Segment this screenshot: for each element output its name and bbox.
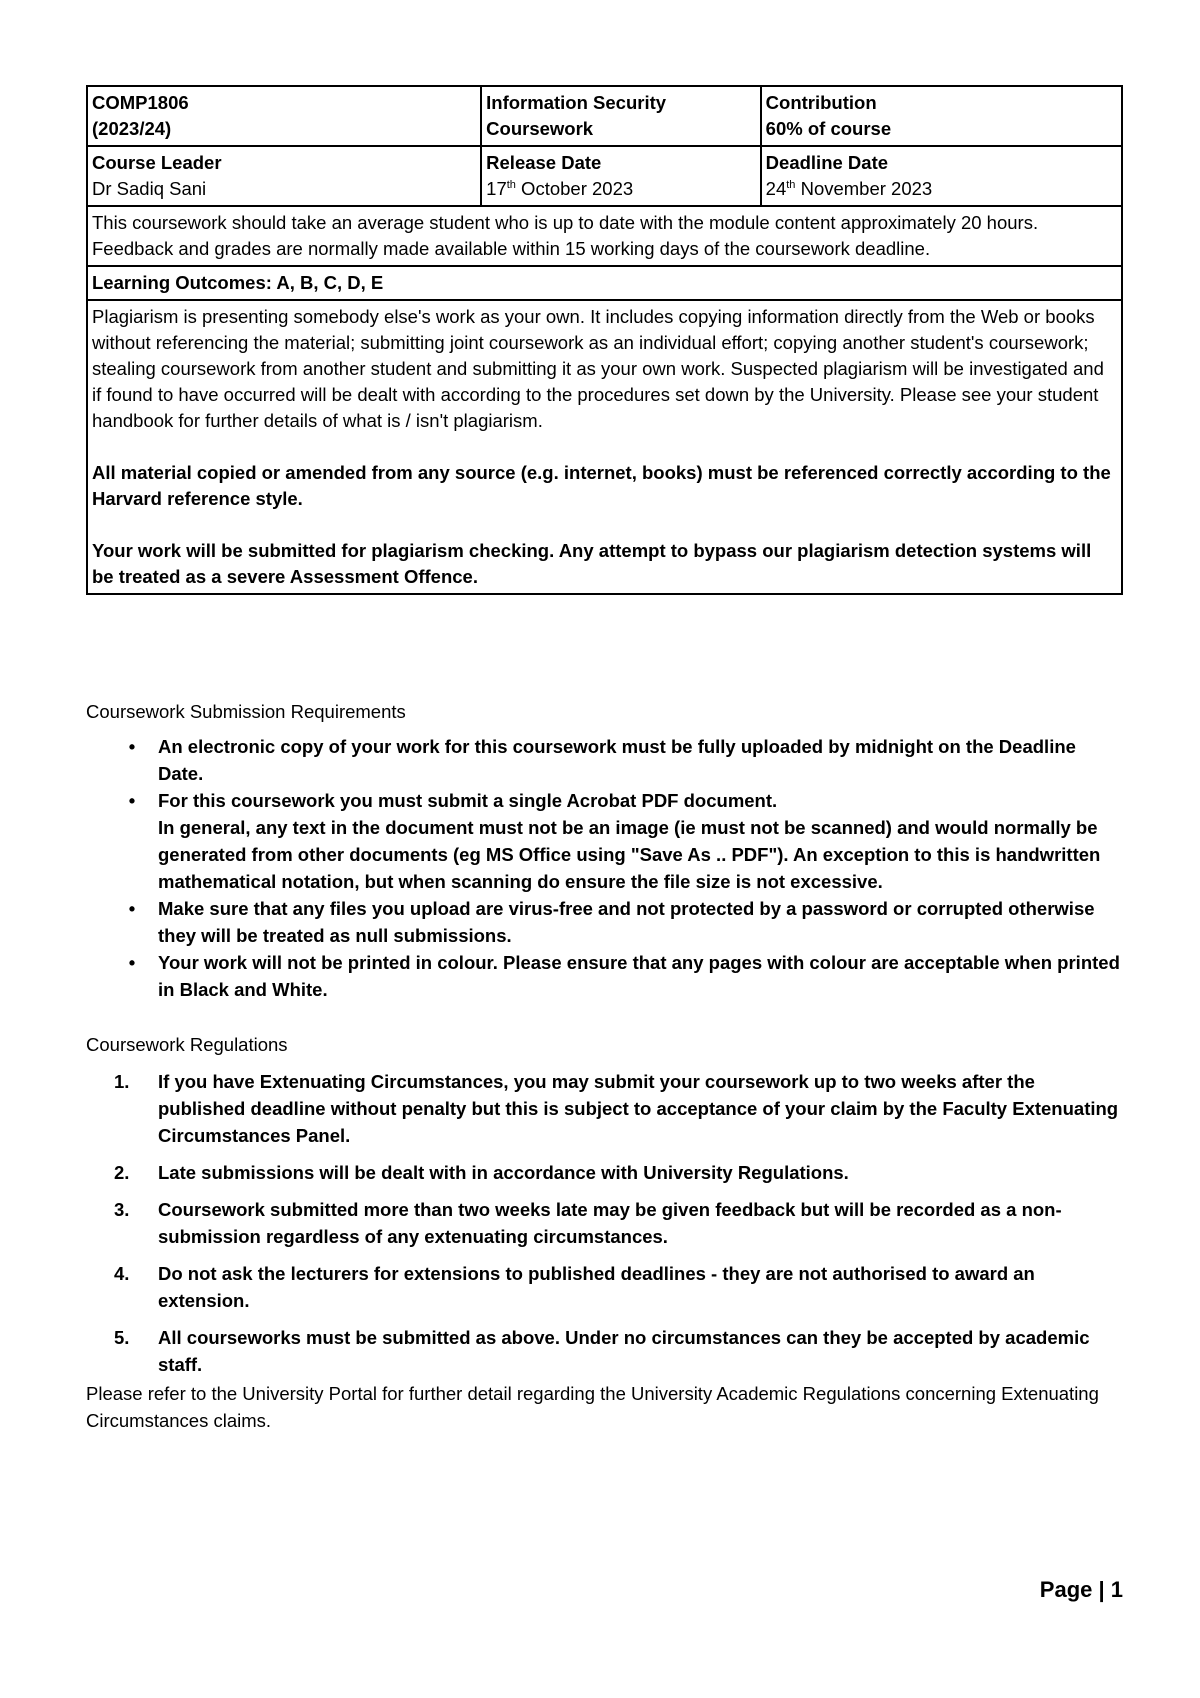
list-item: • Make sure that any files you upload are virus-free and not protected by a password or corrupted otherwise they will be treated as null submissions. bbox=[86, 895, 1126, 949]
coursework-regulations-title: Coursework Regulations bbox=[86, 1034, 288, 1055]
table-row bbox=[87, 300, 1122, 594]
submission-requirements-section bbox=[86, 699, 1126, 1003]
bullet: • bbox=[128, 736, 136, 757]
deadline-date-label: Deadline Date bbox=[765, 152, 889, 173]
contribution-cell bbox=[761, 86, 1122, 146]
module-code: COMP1806 bbox=[92, 92, 189, 113]
contribution-label: Contribution bbox=[765, 92, 877, 113]
release-date-value: 17th October 2023 bbox=[486, 178, 634, 199]
course-leader-cell bbox=[87, 146, 481, 206]
module-cell bbox=[87, 86, 481, 146]
course-leader-label: Course Leader bbox=[92, 152, 222, 173]
plagiarism-paragraph: Plagiarism is presenting somebody else's work as your own. It includes copying information directly from the Web or books without referencing the material; submitting joint coursework as an individual effort; copying another student's coursework; stealing coursework from another student and submitting it as your own work. Suspected plagiarism will be investigated and if found to have occurred will be dealt with according to the procedures set down by the University. Please see your student handbook for further details of what is / isn't plagiarism. bbox=[92, 306, 1104, 431]
pdf-guidance: In general, any text in the document must not be an image (ie must not be scanned) and would normally be generated from other documents (eg MS Office using "Save As .. PDF"). An exception to this is handwritten mathematical notation, but when scanning do ensure the file size is not excessive. bbox=[158, 817, 1101, 892]
bullet: • bbox=[128, 952, 136, 973]
plagiarism-cell bbox=[87, 300, 1122, 594]
plagiarism-check-paragraph: Your work will be submitted for plagiarism checking. Any attempt to bypass our plagiarism detection systems will be treated as a severe Assessment Offence. bbox=[92, 540, 1092, 587]
list-item: 3. Coursework submitted more than two weeks late may be given feedback but will be recorded as a non-submission regardless of any extenuating circumstances. bbox=[114, 1199, 1062, 1247]
referencing-paragraph: All material copied or amended from any source (e.g. internet, books) must be referenced correctly according to the Harvard reference style. bbox=[92, 462, 1111, 509]
coursework-regulations-list bbox=[86, 1068, 1126, 1378]
list-item: • For this coursework you must submit a single Acrobat PDF document. In general, any text in the document must not be an image (ie must not be scanned) and would normally be generated from other documents (eg MS Office using "Save As .. PDF"). An exception to this is handwritten mathematical notation, but when scanning do ensure the file size is not excessive. bbox=[86, 787, 1126, 895]
module-year: (2023/24) bbox=[92, 118, 172, 139]
bullet: • bbox=[128, 898, 136, 919]
deadline-date-value: 24th November 2023 bbox=[765, 178, 933, 199]
regulations-closing-note: Please refer to the University Portal for further detail regarding the University Academic Regulations concerning Extenuating Circumstances claims. bbox=[86, 1383, 1099, 1431]
module-title-cell bbox=[481, 86, 761, 146]
table-row bbox=[87, 266, 1122, 300]
coursework-info-table bbox=[86, 85, 1123, 595]
table-row bbox=[87, 206, 1122, 266]
list-item: • Your work will not be printed in colour. Please ensure that any pages with colour are acceptable when printed in Black and White. bbox=[86, 949, 1126, 1003]
page-number: Page | 1 bbox=[1039, 1577, 1123, 1602]
list-item: 1. If you have Extenuating Circumstances, you may submit your coursework up to two weeks after the published deadline without penalty but this is subject to acceptance of your claim by the Faculty Extenuating Circumstances Panel. bbox=[114, 1071, 1119, 1146]
list-item: 4. Do not ask the lecturers for extensions to published deadlines - they are not authorised to award an extension. bbox=[114, 1263, 1035, 1311]
bullet: • bbox=[128, 790, 136, 811]
course-leader-name: Dr Sadiq Sani bbox=[92, 178, 207, 199]
list-item: 2. Late submissions will be dealt with in accordance with University Regulations. bbox=[114, 1162, 849, 1183]
table-row bbox=[87, 146, 1122, 206]
list-item: • An electronic copy of your work for this coursework must be fully uploaded by midnight on the Deadline Date. bbox=[86, 733, 1126, 787]
release-date-cell bbox=[481, 146, 761, 206]
contribution-value: 60% of course bbox=[765, 118, 892, 139]
deadline-date-cell bbox=[761, 146, 1122, 206]
submission-requirements-title: Coursework Submission Requirements bbox=[86, 701, 406, 722]
module-title: Information Security bbox=[486, 92, 667, 113]
effort-cell: This coursework should take an average student who is up to date with the module content approximately 20 hours. Feedback and grades are normally made available within 15 working days of the coursework deadline. bbox=[87, 206, 1122, 266]
module-type: Coursework bbox=[486, 118, 594, 139]
list-item: 5. All courseworks must be submitted as above. Under no circumstances can they be accepted by academic staff. bbox=[114, 1327, 1090, 1375]
coursework-regulations-section bbox=[86, 1032, 1126, 1434]
learning-outcomes: Learning Outcomes: A, B, C, D, E bbox=[87, 266, 1122, 300]
submission-requirements-list bbox=[86, 733, 1126, 1003]
table-row bbox=[87, 86, 1122, 146]
release-date-label: Release Date bbox=[486, 152, 602, 173]
